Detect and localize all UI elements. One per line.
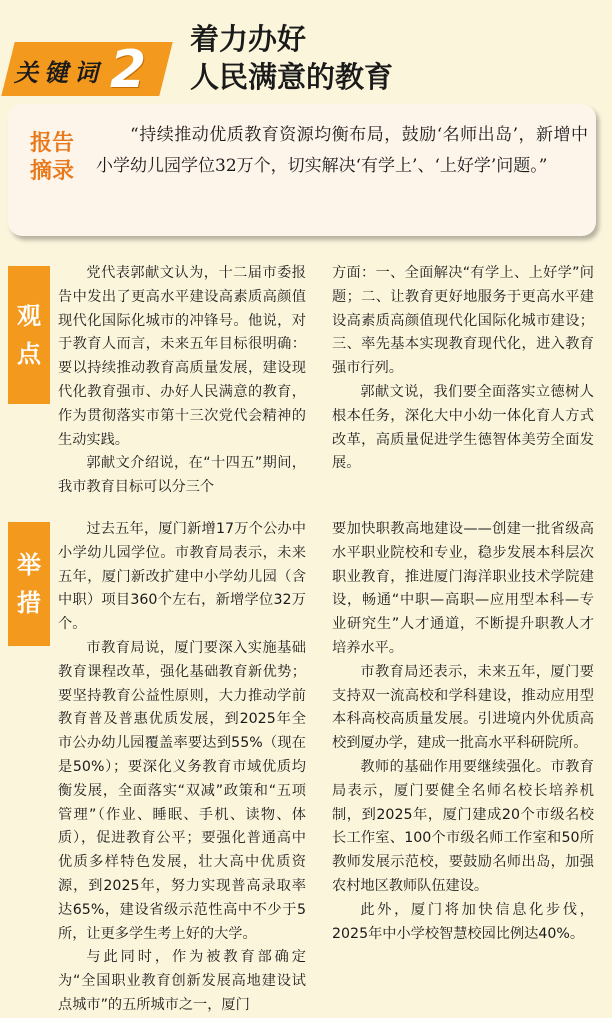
- viewpoint-label-line-1: 观: [17, 302, 41, 330]
- viewpoint-label-line-2: 点: [17, 340, 41, 368]
- paragraph: 过去五年，厦门新增17万个公办中小学幼儿园学位。市教育局表示，未来五年，厦门新改扩建中小学幼儿园（含中职）项目360个左右，新增学位32万个。: [58, 521, 306, 633]
- headline: [190, 20, 393, 96]
- paragraph: 此外，厦门将加快信息化步伐，2025年中小学校智慧校园比例达40%。: [332, 901, 594, 942]
- measures-label-line-2: 措: [17, 589, 41, 617]
- measures-label-line-1: 举: [17, 551, 41, 579]
- measures-label: [8, 522, 50, 646]
- headline-line-1: 着力办好: [190, 22, 307, 56]
- paragraph: 要加快职教高地建设——创建一批省级高水平职业院校和专业，稳步发展本科层次职业教育，推进厦门海洋职业技术学院建设，畅通“中职—高职—应用型本科—专业研究生”人才通道，不断提升职教人才培养水平。: [332, 521, 594, 656]
- report-excerpt-box: [8, 104, 596, 236]
- viewpoint-label: [8, 266, 50, 404]
- report-excerpt-label-line-1: 报告: [29, 131, 74, 156]
- viewpoint-right-column: [332, 262, 594, 476]
- paragraph: 方面：一、全面解决“有学上、上好学”问题；二、让教育更好地服务于更高水平建设高素质高颜值现代化国际化城市建设；三、率先基本实现教育现代化，进入教育强市行列。: [332, 265, 594, 377]
- measures-left-column: [58, 518, 306, 1018]
- paragraph: 市教育局说，厦门要深入实施基础教育课程改革，强化基础教育新优势；要坚持教育公益性原则，大力推动学前教育普及普惠优质发展，到2025年全市公办幼儿园覆盖率要达到55%（现在是50%）；要深化义务教育市域优质均衡发展，全面落实“双减”政策和“五项管理”（作业、睡眠、手机、读物、体质），促进教育公平；要强化普通高中优质多样特色发展，壮大高中优质资源，到2025年，努力实现普高录取率达65%，建设省级示范性高中不少于5所，让更多学生考上好的大学。: [58, 639, 306, 942]
- keyword-tab: [14, 40, 147, 100]
- paragraph: 党代表郭献文认为，十二届市委报告中发出了更高水平建设高素质高颜值现代化国际化城市的冲锋号。他说，对于教育人而言，未来五年目标很明确：要以持续推动教育高质量发展，建设现代化教育强市、办好人民满意的教育，作为贯彻落实市第十三次党代会精神的生动实践。: [58, 265, 306, 448]
- paragraph: 市教育局还表示，未来五年，厦门要支持双一流高校和学科建设，推动应用型本科高校高质量发展。引进境内外优质高校到厦办学，建成一批高水平科研院所。: [332, 663, 594, 752]
- measures-right-column: [332, 518, 594, 946]
- report-excerpt-label-line-2: 摘录: [29, 159, 74, 184]
- keyword-label: 关键词: [14, 57, 104, 87]
- report-excerpt-label: [22, 130, 82, 186]
- paragraph: 郭献文介绍说，在“十四五”期间，我市教育目标可以分三个: [58, 455, 306, 496]
- paragraph: 与此同时，作为被教育部确定为“全国职业教育创新发展高地建设试点城市”的五所城市之一，厦门: [58, 949, 306, 1013]
- paragraph: 郭献文说，我们要全面落实立德树人根本任务，深化大中小幼一体化育人方式改革，高质量促进学生德智体美劳全面发展。: [332, 383, 594, 472]
- paragraph: 教师的基础作用要继续强化。市教育局表示，厦门要健全名师名校长培养机制，到2025年，厦门建成20个市级名校长工作室、100个市级名师工作室和50所教师发展示范校，要鼓励名师出岛，加强农村地区教师队伍建设。: [332, 758, 594, 894]
- headline-line-2: 人民满意的教育: [190, 60, 394, 94]
- keyword-number: 2: [110, 40, 147, 100]
- report-excerpt-quote: “持续推动优质教育资源均衡布局，鼓励‘名师出岛’，新增中小学幼儿园学位32万个，切实解决‘有学上’、‘上好学’问题。”: [96, 125, 588, 176]
- viewpoint-left-column: [58, 262, 306, 500]
